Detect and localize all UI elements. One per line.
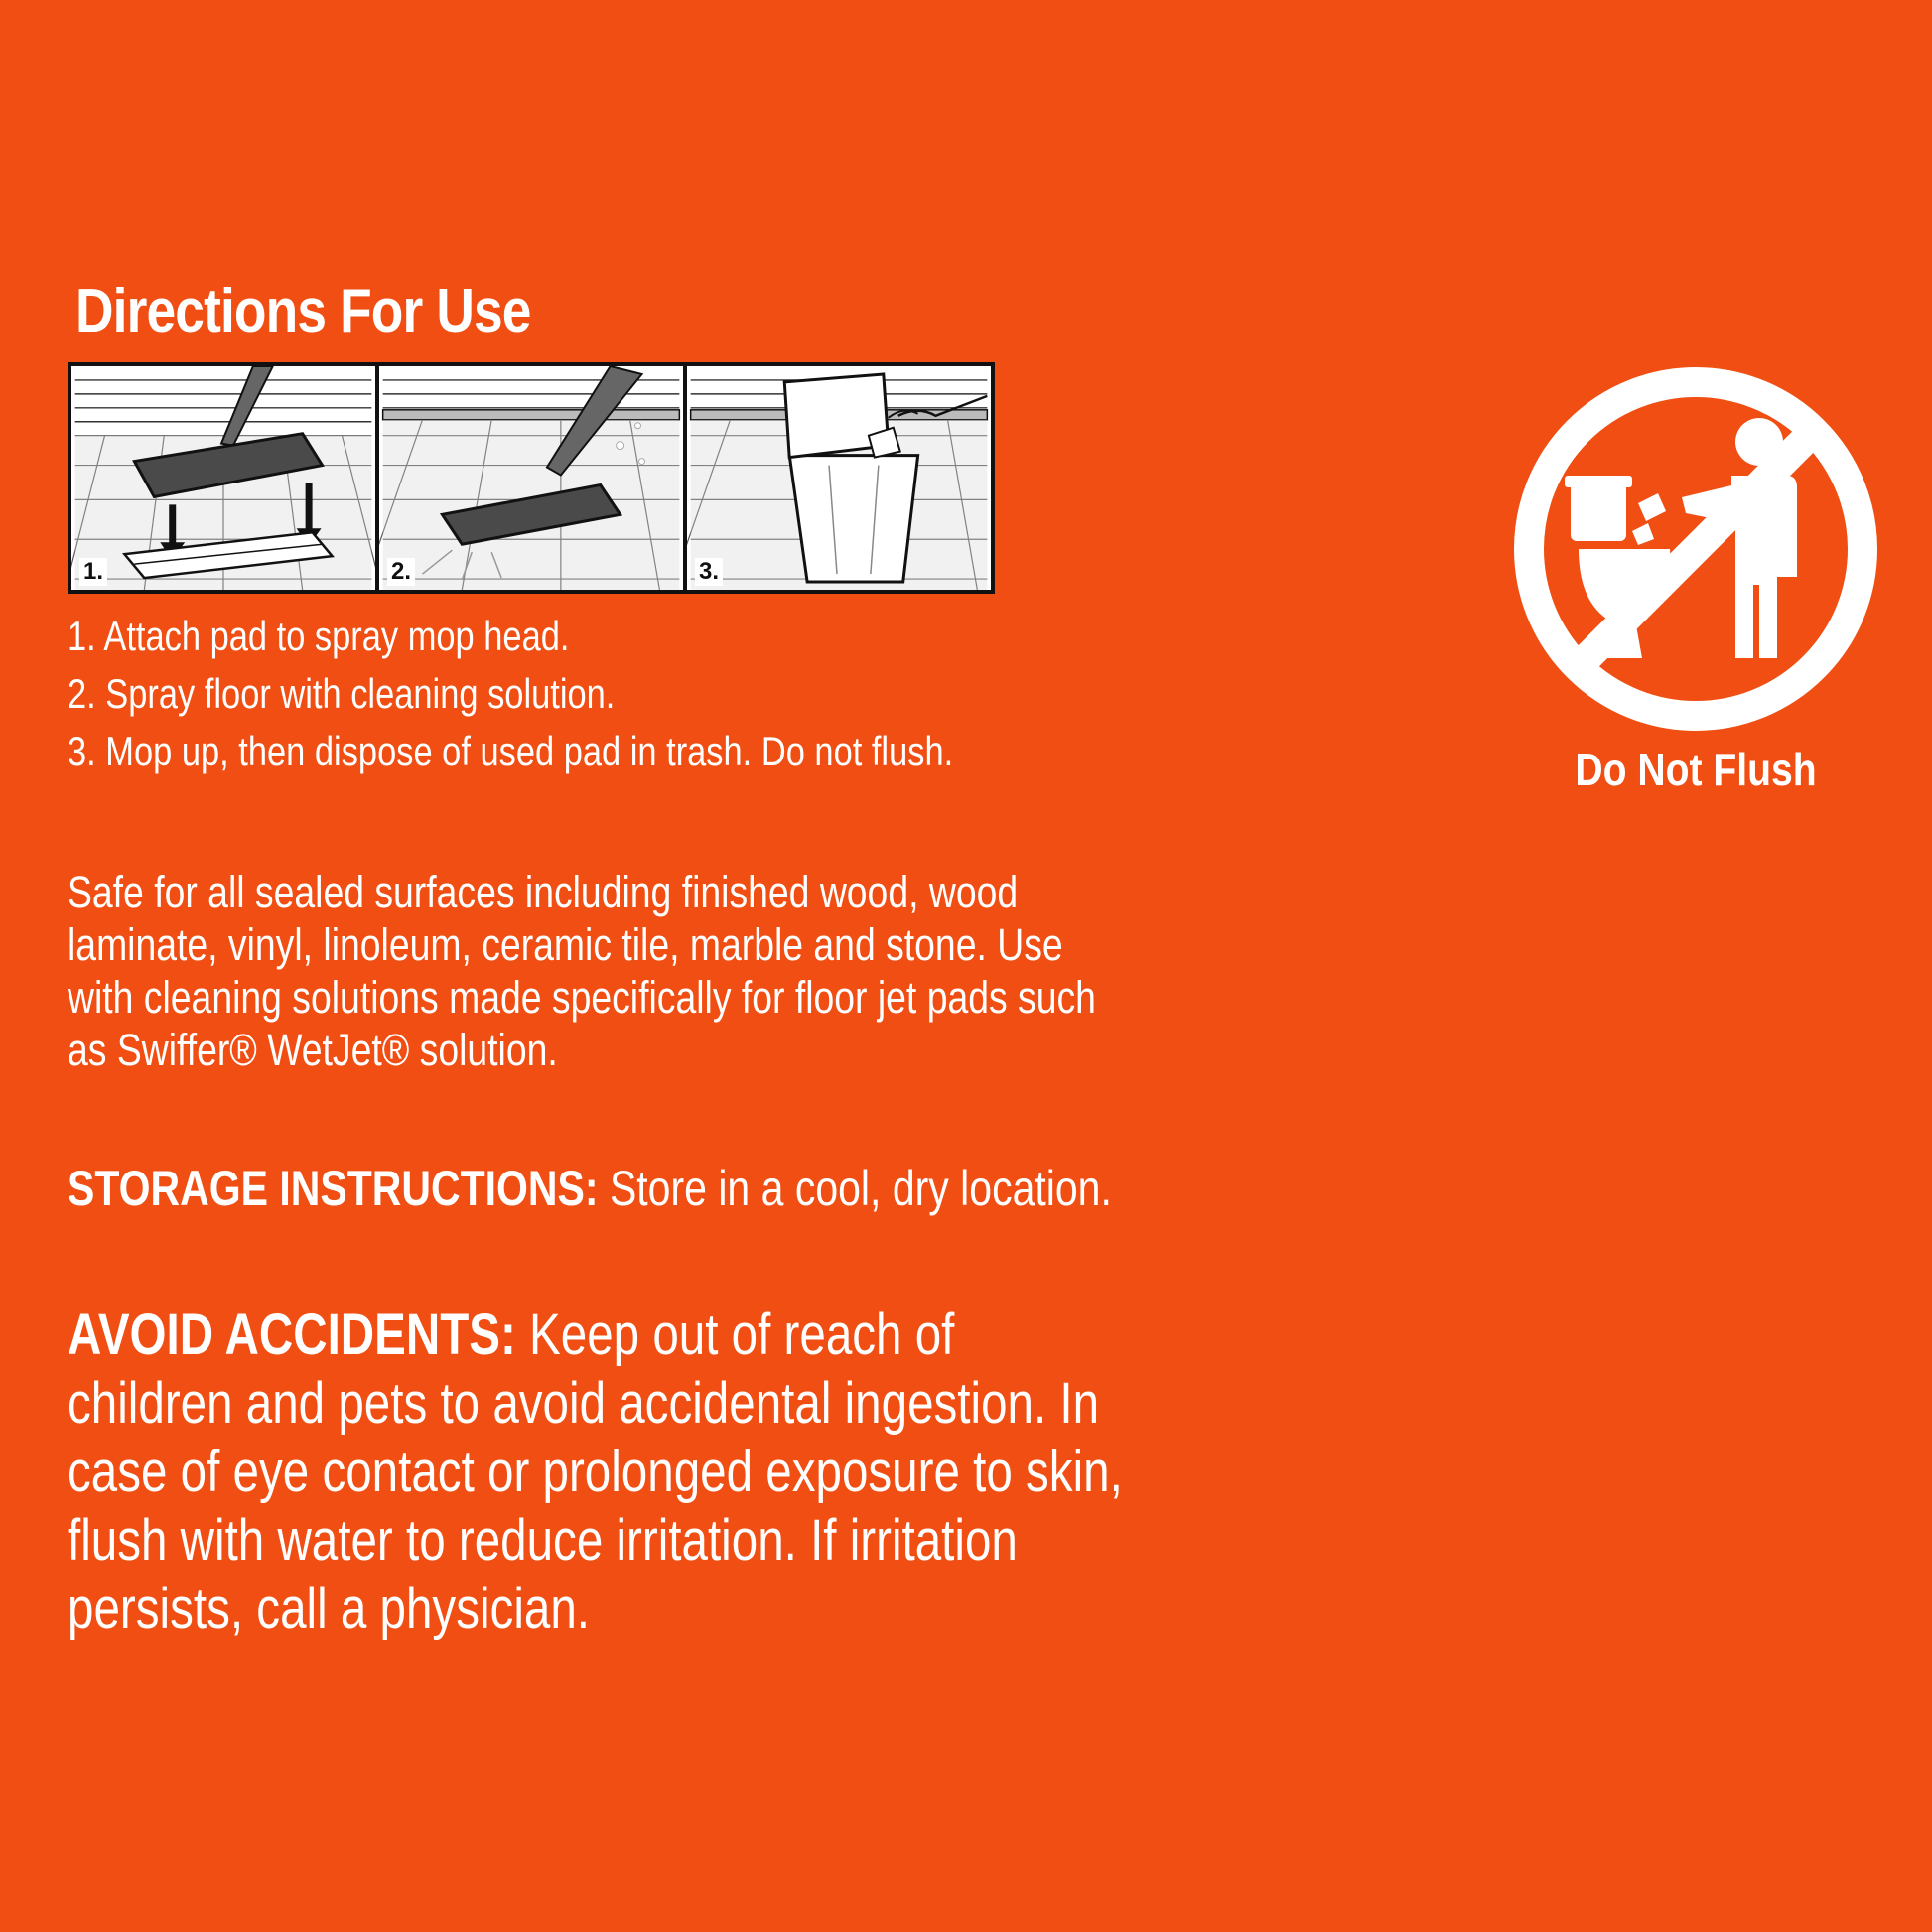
do-not-flush-icon — [1511, 364, 1880, 734]
do-not-flush-label: Do Not Flush — [1575, 744, 1817, 795]
step-item-2: 2. Spray floor with cleaning solution. — [68, 670, 616, 717]
step-item-3: 3. Mop up, then dispose of used pad in trash. Do not flush. — [68, 728, 954, 774]
storage-text: Store in a cool, dry location. — [598, 1161, 1112, 1216]
storage-label: STORAGE INSTRUCTIONS: — [68, 1161, 599, 1216]
avoid-accidents — [68, 1301, 1126, 1643]
avoid-label: AVOID ACCIDENTS: — [68, 1303, 516, 1367]
panel-number: 1. — [79, 558, 107, 586]
panel-number: 3. — [695, 558, 723, 586]
avoid-text: Keep out of reach of children and pets to avoid accidental ingestion. In case of eye contact or prolonged exposure to skin, flush with water to reduce irritation. If irritation persists, call a physician. — [68, 1303, 1123, 1641]
storage-instructions — [68, 1160, 1207, 1217]
dispose-trash-illustration — [687, 366, 991, 590]
panel-number: 2. — [387, 558, 415, 586]
step-1-panel — [71, 366, 379, 590]
spray-floor-illustration — [379, 366, 683, 590]
step-2-panel — [379, 366, 687, 590]
directions-heading: Directions For Use — [75, 277, 531, 345]
step-list — [68, 608, 1160, 780]
step-item-1: 1. Attach pad to spray mop head. — [68, 613, 570, 659]
safe-surfaces-paragraph: Safe for all sealed surfaces including finished wood, wood laminate, vinyl, linoleum, ceramic tile, marble and stone. Use with cleaning solutions made specifically for floor jet pads such as Swiffer® WetJet® solution. — [68, 867, 1096, 1075]
directions-illustration-strip — [68, 362, 995, 594]
attach-pad-illustration — [71, 366, 375, 590]
step-3-panel — [687, 366, 991, 590]
